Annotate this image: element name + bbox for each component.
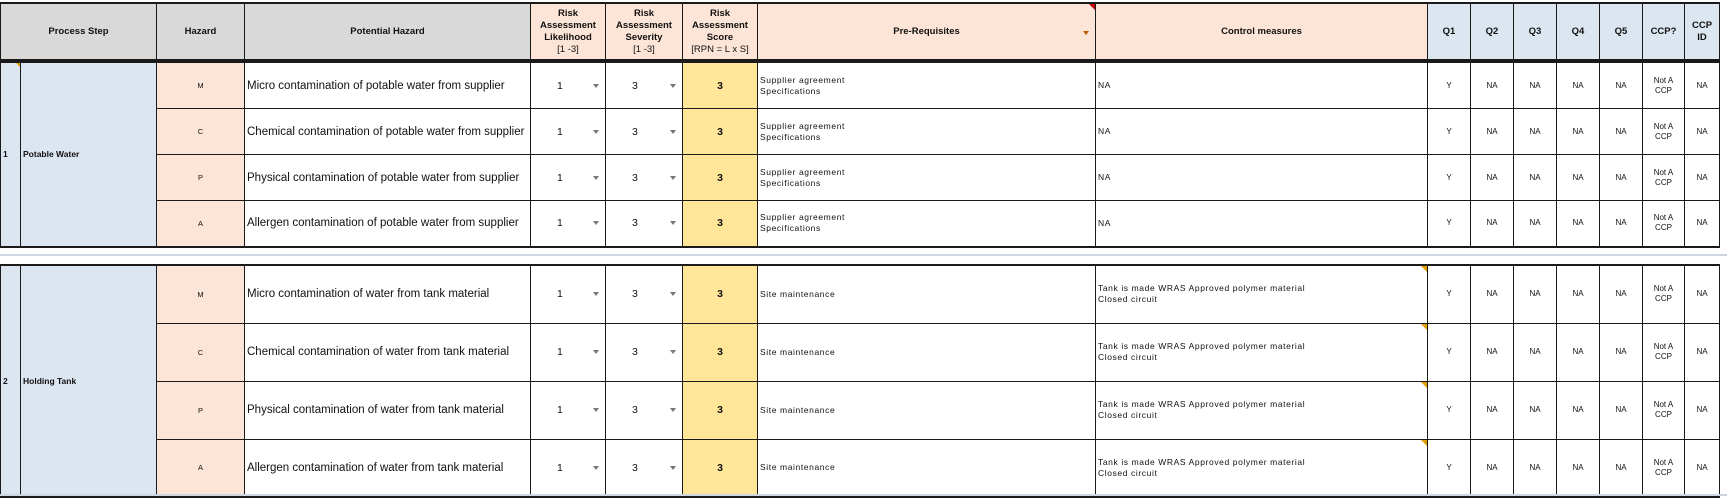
header-q1[interactable]: Q1 bbox=[1428, 3, 1471, 61]
potential-hazard-cell[interactable]: Physical contamination of water from tank material bbox=[245, 381, 531, 439]
ccp-line1: Not A bbox=[1653, 167, 1674, 177]
comment-marker-icon[interactable] bbox=[1089, 4, 1095, 10]
header-q5[interactable]: Q5 bbox=[1600, 3, 1643, 61]
q1-cell[interactable]: Y bbox=[1428, 109, 1471, 155]
header-ccp[interactable]: CCP? bbox=[1643, 3, 1685, 61]
table-row bbox=[1, 439, 1720, 497]
control-line1: Tank is made WRAS Approved polymer material bbox=[1098, 399, 1306, 409]
score-cell[interactable]: 3 bbox=[683, 323, 758, 381]
control-line1: Tank is made WRAS Approved polymer material bbox=[1098, 456, 1306, 467]
comment-marker-icon[interactable] bbox=[16, 63, 21, 69]
control-measures-cell[interactable] bbox=[1096, 155, 1428, 201]
ccp-line1: Not A bbox=[1653, 75, 1674, 85]
score-cell[interactable]: 3 bbox=[683, 265, 758, 323]
header-prerequisites[interactable] bbox=[758, 3, 1096, 61]
severity-value: 3 bbox=[632, 217, 638, 230]
header-q3[interactable]: Q3 bbox=[1514, 3, 1557, 61]
prereq-line2: Specifications bbox=[760, 177, 821, 188]
control-line1: NA bbox=[1098, 80, 1112, 90]
q3-cell[interactable]: NA bbox=[1514, 109, 1557, 155]
comment-marker-icon[interactable] bbox=[1421, 440, 1427, 446]
ccp-line2: CCP bbox=[1655, 177, 1672, 187]
table-row bbox=[1, 63, 1720, 109]
q2-cell[interactable]: NA bbox=[1471, 109, 1514, 155]
hazard-code[interactable]: C bbox=[157, 323, 245, 381]
q5-cell[interactable]: NA bbox=[1600, 109, 1643, 155]
row-gap-divider bbox=[0, 254, 1727, 256]
ccp-cell[interactable] bbox=[1643, 381, 1685, 439]
likelihood-select[interactable] bbox=[531, 323, 606, 381]
q3-cell[interactable]: NA bbox=[1514, 381, 1557, 439]
severity-value: 3 bbox=[632, 79, 638, 92]
header-row bbox=[0, 2, 1720, 62]
control-measures-cell[interactable] bbox=[1096, 381, 1428, 439]
q2-cell[interactable]: NA bbox=[1471, 63, 1514, 109]
q5-cell[interactable]: NA bbox=[1600, 63, 1643, 109]
ccp-id-cell[interactable]: NA bbox=[1685, 109, 1720, 155]
ccp-line1: Not A bbox=[1653, 213, 1674, 223]
ccp-cell[interactable] bbox=[1643, 109, 1685, 155]
table-row bbox=[1, 201, 1720, 247]
severity-select[interactable] bbox=[606, 381, 683, 439]
comment-marker-icon[interactable] bbox=[1421, 382, 1427, 388]
control-measures-cell[interactable] bbox=[1096, 201, 1428, 247]
control-measures-cell[interactable] bbox=[1096, 63, 1428, 109]
likelihood-value: 1 bbox=[557, 288, 563, 301]
prereq-line1: Supplier agreement bbox=[760, 74, 845, 85]
ccp-id-cell[interactable]: NA bbox=[1685, 381, 1720, 439]
hazard-code[interactable]: A bbox=[157, 439, 245, 497]
hazard-code[interactable]: P bbox=[157, 381, 245, 439]
ccp-cell[interactable] bbox=[1643, 439, 1685, 497]
step-number[interactable] bbox=[1, 63, 21, 247]
prereq-line2: Specifications bbox=[760, 223, 821, 234]
q4-cell[interactable]: NA bbox=[1557, 63, 1600, 109]
hazard-code[interactable]: A bbox=[157, 201, 245, 247]
chevron-down-icon[interactable] bbox=[593, 408, 599, 412]
q2-cell[interactable]: NA bbox=[1471, 265, 1514, 323]
q4-cell[interactable]: NA bbox=[1557, 201, 1600, 247]
header-likelihood-line2: Likelihood bbox=[544, 31, 592, 43]
q1-cell[interactable]: Y bbox=[1428, 439, 1471, 497]
q5-cell[interactable]: NA bbox=[1600, 323, 1643, 381]
chevron-down-icon[interactable] bbox=[670, 292, 676, 296]
header-hazard[interactable]: Hazard bbox=[157, 3, 245, 61]
control-measures-cell[interactable] bbox=[1096, 265, 1428, 323]
q5-cell[interactable]: NA bbox=[1600, 439, 1643, 497]
severity-value: 3 bbox=[632, 125, 638, 138]
q4-cell[interactable]: NA bbox=[1557, 323, 1600, 381]
ccp-line1: Not A bbox=[1653, 457, 1674, 467]
control-line1: NA bbox=[1098, 126, 1112, 136]
q1-cell[interactable]: Y bbox=[1428, 201, 1471, 247]
control-line1: NA bbox=[1098, 172, 1112, 182]
likelihood-select[interactable] bbox=[531, 381, 606, 439]
severity-select[interactable] bbox=[606, 265, 683, 323]
score-cell[interactable]: 3 bbox=[683, 109, 758, 155]
header-score-line3: [RPN = L x S] bbox=[691, 43, 749, 55]
q4-cell[interactable]: NA bbox=[1557, 439, 1600, 497]
filter-dropdown-icon[interactable] bbox=[1083, 31, 1089, 35]
severity-select[interactable] bbox=[606, 63, 683, 109]
severity-select[interactable] bbox=[606, 109, 683, 155]
control-line2: Closed circuit bbox=[1098, 352, 1158, 362]
chevron-down-icon[interactable] bbox=[670, 466, 676, 470]
chevron-down-icon[interactable] bbox=[593, 84, 599, 88]
prereq-line1: Supplier agreement bbox=[760, 212, 845, 223]
prerequisites-cell[interactable]: Site maintenance bbox=[758, 265, 1096, 323]
header-potential-hazard[interactable]: Potential Hazard bbox=[245, 3, 531, 61]
process-block-holding-tank bbox=[0, 264, 1720, 498]
likelihood-select[interactable] bbox=[531, 155, 606, 201]
table-row bbox=[1, 155, 1720, 201]
comment-marker-icon[interactable] bbox=[1421, 266, 1427, 272]
q1-cell[interactable]: Y bbox=[1428, 381, 1471, 439]
ccp-line2: CCP bbox=[1655, 294, 1672, 304]
chevron-down-icon[interactable] bbox=[670, 408, 676, 412]
severity-value: 3 bbox=[632, 288, 638, 301]
ccp-line1: Not A bbox=[1653, 284, 1674, 294]
prerequisites-cell[interactable] bbox=[758, 201, 1096, 247]
likelihood-value: 1 bbox=[557, 79, 563, 92]
hazard-code[interactable]: M bbox=[157, 63, 245, 109]
q2-cell[interactable]: NA bbox=[1471, 323, 1514, 381]
likelihood-select[interactable] bbox=[531, 265, 606, 323]
control-line1: NA bbox=[1098, 217, 1112, 228]
step-number-text: 1 bbox=[3, 149, 8, 160]
chevron-down-icon[interactable] bbox=[593, 466, 599, 470]
chevron-down-icon[interactable] bbox=[670, 221, 676, 225]
prerequisites-cell[interactable]: Site maintenance bbox=[758, 323, 1096, 381]
bottom-divider bbox=[0, 494, 1727, 496]
q1-cell[interactable]: Y bbox=[1428, 155, 1471, 201]
severity-select[interactable] bbox=[606, 439, 683, 497]
chevron-down-icon[interactable] bbox=[593, 350, 599, 354]
q2-cell[interactable]: NA bbox=[1471, 201, 1514, 247]
prerequisites-cell[interactable] bbox=[758, 109, 1096, 155]
chevron-down-icon[interactable] bbox=[593, 292, 599, 296]
header-severity-line3: [1 -3] bbox=[633, 43, 655, 55]
header-severity-line1: Risk Assessment bbox=[616, 7, 672, 31]
ccp-id-cell[interactable]: NA bbox=[1685, 439, 1720, 497]
likelihood-value: 1 bbox=[557, 404, 563, 416]
chevron-down-icon[interactable] bbox=[670, 84, 676, 88]
ccp-line2: CCP bbox=[1655, 410, 1672, 419]
header-score-line2: Score bbox=[706, 31, 734, 43]
score-cell[interactable]: 3 bbox=[683, 381, 758, 439]
q2-cell[interactable]: NA bbox=[1471, 381, 1514, 439]
prereq-line2: Specifications bbox=[760, 131, 821, 142]
control-line2: Closed circuit bbox=[1098, 294, 1158, 305]
header-score[interactable] bbox=[683, 3, 758, 61]
potential-hazard-cell[interactable]: Allergen contamination of water from tank material bbox=[245, 439, 531, 497]
table-row bbox=[1, 381, 1720, 439]
header-prerequisites-label: Pre-Requisites bbox=[893, 25, 960, 37]
hazard-code[interactable]: M bbox=[157, 265, 245, 323]
prereq-line1: Supplier agreement bbox=[760, 120, 845, 131]
severity-value: 3 bbox=[632, 461, 638, 474]
potential-hazard-cell[interactable]: Micro contamination of water from tank material bbox=[245, 265, 531, 323]
control-measures-cell[interactable] bbox=[1096, 323, 1428, 381]
ccp-cell[interactable] bbox=[1643, 63, 1685, 109]
likelihood-select[interactable] bbox=[531, 63, 606, 109]
header-control-measures[interactable]: Control measures bbox=[1096, 3, 1428, 61]
likelihood-value: 1 bbox=[557, 171, 563, 184]
ccp-line2: CCP bbox=[1655, 352, 1672, 361]
table-row bbox=[1, 323, 1720, 381]
chevron-down-icon[interactable] bbox=[593, 130, 599, 134]
chevron-down-icon[interactable] bbox=[670, 130, 676, 134]
header-score-line1: Risk Assessment bbox=[692, 7, 748, 31]
header-q2[interactable]: Q2 bbox=[1471, 3, 1514, 61]
control-line1: Tank is made WRAS Approved polymer material bbox=[1098, 341, 1306, 351]
score-cell[interactable]: 3 bbox=[683, 155, 758, 201]
potential-hazard-cell[interactable]: Chemical contamination of potable water from supplier bbox=[245, 109, 531, 155]
control-measures-cell[interactable] bbox=[1096, 439, 1428, 497]
comment-marker-icon[interactable] bbox=[1421, 324, 1427, 330]
prereq-line2: Specifications bbox=[760, 85, 821, 96]
q4-cell[interactable]: NA bbox=[1557, 155, 1600, 201]
potential-hazard-cell[interactable]: Chemical contamination of water from tank material bbox=[245, 323, 531, 381]
prerequisites-cell[interactable]: Site maintenance bbox=[758, 439, 1096, 497]
q2-cell[interactable]: NA bbox=[1471, 155, 1514, 201]
prerequisites-cell[interactable] bbox=[758, 155, 1096, 201]
step-name[interactable]: Potable Water bbox=[21, 63, 157, 247]
q1-cell[interactable]: Y bbox=[1428, 63, 1471, 109]
process-block-potable-water bbox=[0, 62, 1720, 248]
step-number[interactable]: 2 bbox=[1, 265, 21, 497]
chevron-down-icon[interactable] bbox=[593, 176, 599, 180]
ccp-id-cell[interactable]: NA bbox=[1685, 155, 1720, 201]
q5-cell[interactable]: NA bbox=[1600, 201, 1643, 247]
chevron-down-icon[interactable] bbox=[670, 176, 676, 180]
header-process-step[interactable]: Process Step bbox=[1, 3, 157, 61]
q4-cell[interactable]: NA bbox=[1557, 109, 1600, 155]
severity-select[interactable] bbox=[606, 201, 683, 247]
score-cell[interactable]: 3 bbox=[683, 201, 758, 247]
severity-select[interactable] bbox=[606, 155, 683, 201]
q3-cell[interactable]: NA bbox=[1514, 201, 1557, 247]
header-ccp-id[interactable]: CCP ID bbox=[1685, 3, 1720, 61]
q4-cell[interactable]: NA bbox=[1557, 265, 1600, 323]
q3-cell[interactable]: NA bbox=[1514, 63, 1557, 109]
likelihood-value: 1 bbox=[557, 125, 563, 138]
likelihood-value: 1 bbox=[557, 217, 563, 230]
header-likelihood[interactable] bbox=[531, 3, 606, 61]
q3-cell[interactable]: NA bbox=[1514, 265, 1557, 323]
table-row bbox=[1, 265, 1720, 323]
score-cell[interactable]: 3 bbox=[683, 439, 758, 497]
q5-cell[interactable]: NA bbox=[1600, 381, 1643, 439]
control-line2: Closed circuit bbox=[1098, 410, 1158, 420]
ccp-cell[interactable] bbox=[1643, 265, 1685, 323]
hazard-code[interactable]: P bbox=[157, 155, 245, 201]
prerequisites-cell[interactable] bbox=[758, 63, 1096, 109]
ccp-line2: CCP bbox=[1655, 467, 1672, 477]
header-q4[interactable]: Q4 bbox=[1557, 3, 1600, 61]
header-severity[interactable] bbox=[606, 3, 683, 61]
likelihood-value: 1 bbox=[557, 346, 563, 358]
q1-cell[interactable]: Y bbox=[1428, 323, 1471, 381]
q3-cell[interactable]: NA bbox=[1514, 323, 1557, 381]
header-likelihood-line3: [1 -3] bbox=[557, 43, 579, 55]
ccp-line2: CCP bbox=[1655, 223, 1672, 233]
ccp-id-cell[interactable]: NA bbox=[1685, 323, 1720, 381]
ccp-line2: CCP bbox=[1655, 85, 1672, 95]
step-name[interactable]: Holding Tank bbox=[21, 265, 157, 497]
control-line2: Closed circuit bbox=[1098, 467, 1158, 478]
q4-cell[interactable]: NA bbox=[1557, 381, 1600, 439]
ccp-cell[interactable] bbox=[1643, 323, 1685, 381]
potential-hazard-cell[interactable]: Allergen contamination of potable water from supplier bbox=[245, 201, 531, 247]
chevron-down-icon[interactable] bbox=[670, 350, 676, 354]
potential-hazard-cell[interactable]: Micro contamination of potable water from supplier bbox=[245, 63, 531, 109]
severity-value: 3 bbox=[632, 404, 638, 416]
control-measures-cell[interactable] bbox=[1096, 109, 1428, 155]
q5-cell[interactable]: NA bbox=[1600, 265, 1643, 323]
control-line1: Tank is made WRAS Approved polymer material bbox=[1098, 283, 1306, 294]
ccp-id-cell[interactable]: NA bbox=[1685, 201, 1720, 247]
severity-select[interactable] bbox=[606, 323, 683, 381]
likelihood-value: 1 bbox=[557, 461, 563, 474]
q2-cell[interactable]: NA bbox=[1471, 439, 1514, 497]
header-severity-line2: Severity bbox=[625, 31, 663, 43]
score-cell[interactable]: 3 bbox=[683, 63, 758, 109]
likelihood-select[interactable] bbox=[531, 201, 606, 247]
severity-value: 3 bbox=[632, 171, 638, 184]
table-row bbox=[1, 109, 1720, 155]
ccp-line2: CCP bbox=[1655, 131, 1672, 141]
ccp-line1: Not A bbox=[1653, 342, 1674, 351]
q1-cell[interactable]: Y bbox=[1428, 265, 1471, 323]
severity-value: 3 bbox=[632, 346, 638, 358]
ccp-cell[interactable] bbox=[1643, 155, 1685, 201]
q3-cell[interactable]: NA bbox=[1514, 155, 1557, 201]
ccp-id-cell[interactable]: NA bbox=[1685, 63, 1720, 109]
prereq-line1: Supplier agreement bbox=[760, 166, 845, 177]
prerequisites-cell[interactable]: Site maintenance bbox=[758, 381, 1096, 439]
ccp-id-cell[interactable]: NA bbox=[1685, 265, 1720, 323]
ccp-cell[interactable] bbox=[1643, 201, 1685, 247]
potential-hazard-cell[interactable]: Physical contamination of potable water from supplier bbox=[245, 155, 531, 201]
chevron-down-icon[interactable] bbox=[593, 221, 599, 225]
q3-cell[interactable]: NA bbox=[1514, 439, 1557, 497]
hazard-code[interactable]: C bbox=[157, 109, 245, 155]
header-likelihood-line1: Risk Assessment bbox=[540, 7, 596, 31]
likelihood-select[interactable] bbox=[531, 109, 606, 155]
ccp-line1: Not A bbox=[1653, 121, 1674, 131]
likelihood-select[interactable] bbox=[531, 439, 606, 497]
q5-cell[interactable]: NA bbox=[1600, 155, 1643, 201]
ccp-line1: Not A bbox=[1653, 400, 1674, 409]
